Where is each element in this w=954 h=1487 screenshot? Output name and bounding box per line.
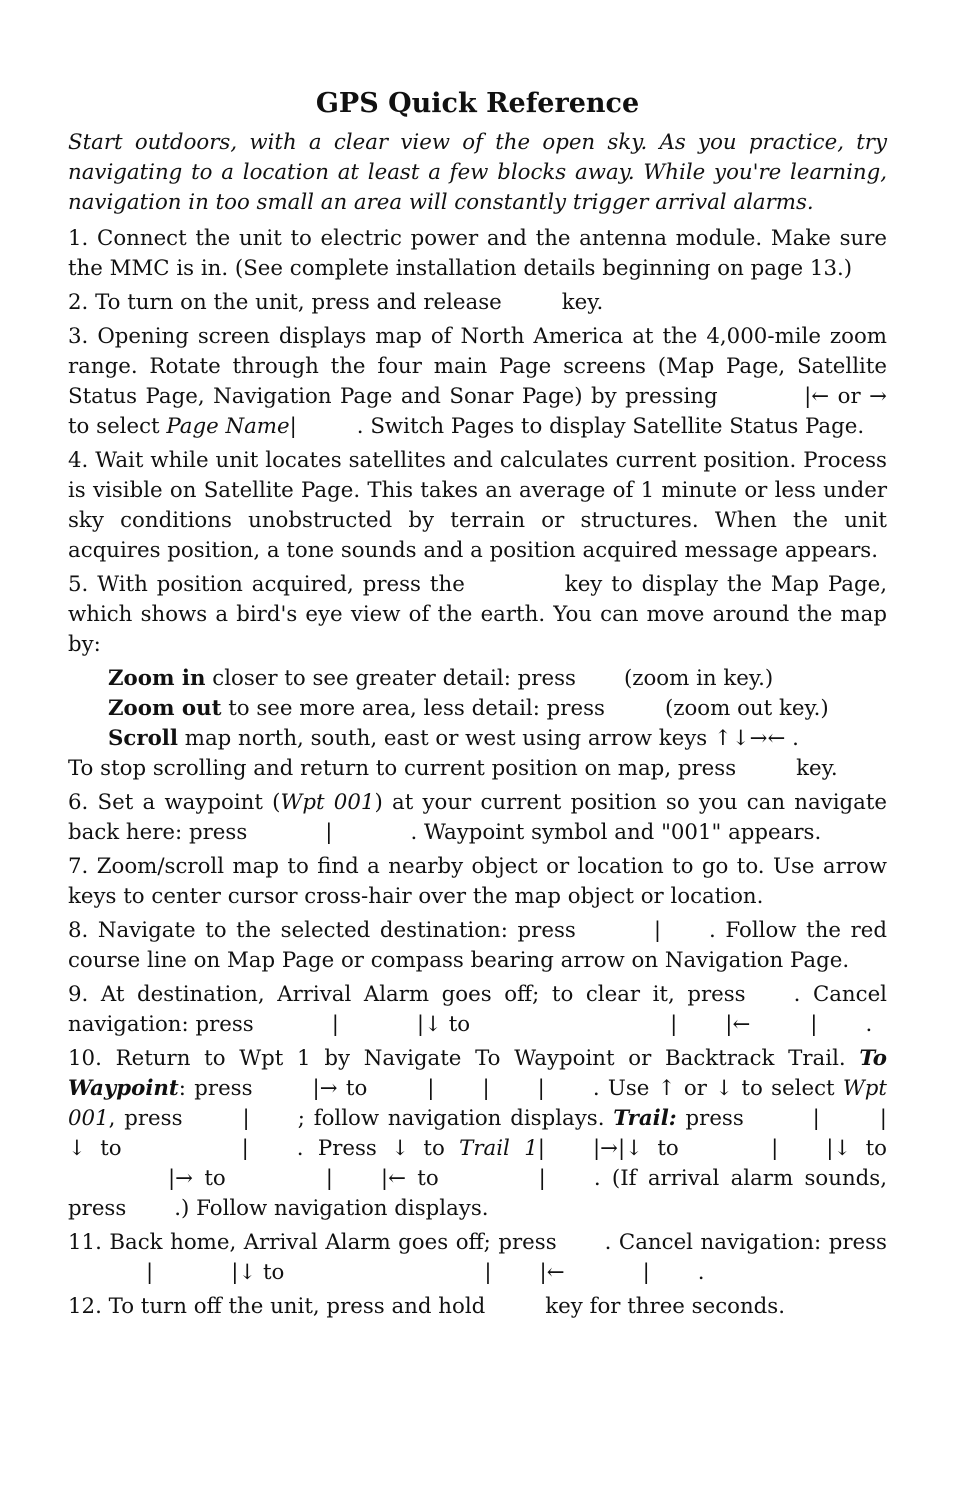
step-10-trail-1: Trail 1 — [459, 1136, 538, 1161]
step-5-end: key to display the Map Page, which shows a bird's eye view of the earth. You can move around the map by: — [68, 572, 887, 657]
step-3-page-name: Page Name — [166, 414, 290, 439]
step-5 — [68, 570, 887, 660]
zoom-in-line: Zoom in closer to see greater detail: press (zoom in key.) — [108, 666, 774, 691]
step-10-wpt: Wpt 001 — [68, 1076, 887, 1131]
step-9: 9. At destination, Arrival Alarm goes off; to clear it, press . Cancel navigation: press | |↓ to | |← | . — [68, 982, 887, 1037]
step-2-text: 2. To turn on the unit, press and release — [68, 290, 502, 315]
step-6: 6. Set a waypoint (Wpt 001) at your current position so you can navigate back here: press | . Waypoint symbol and "001" appears. — [68, 790, 888, 845]
step-3 — [68, 322, 887, 442]
step-10-to-waypoint: To Waypoint — [68, 1046, 887, 1101]
page-title: GPS Quick Reference — [315, 88, 640, 119]
step-3-sep: | — [289, 414, 297, 439]
stop-scroll-line: To stop scrolling and return to current position on map, press key. — [68, 756, 838, 781]
step-5-text: 5. With position acquired, press the — [68, 572, 465, 597]
step-4: 4. Wait while unit locates satellites and calculates current position. Process is visible on Satellite Page. This takes an average of 1 minute or less under sky conditions unobstructed by terrain or structures. When the unit acquires position, a tone sounds and a position acquired message appears. — [68, 448, 887, 563]
step-6-waypoint: Wpt 001 — [280, 790, 375, 815]
step-7: 7. Zoom/scroll map to find a nearby object or location to go to. Use arrow keys to center cursor cross-hair over the map object or location. — [68, 854, 887, 909]
step-12: 12. To turn off the unit, press and hold key for three seconds. — [68, 1294, 786, 1319]
zoom-in-label: Zoom in — [108, 666, 206, 691]
zoom-out-label: Zoom out — [108, 696, 222, 721]
scroll-line: Scroll map north, south, east or west using arrow keys ↑↓→← . — [108, 726, 799, 751]
step-3-end: . Switch Pages to display Satellite Status Page. — [356, 414, 865, 439]
step-2 — [68, 288, 887, 318]
step-10: 10. Return to Wpt 1 by Navigate To Waypoint or Backtrack Trail. To Waypoint: press |→ to | | | . Use ↑ or ↓ to select Wpt 001, press | ; follow navigation displays. Trail: press | |↓ to | . Press ↓ to Trail 1| |→|↓ to | |↓ to|→ to | |← to | . (If arrival alarm sounds, press .) Follow navigation displays. — [68, 1046, 888, 1221]
intro-paragraph: Start outdoors, with a clear view of the open sky. As you practice, try navigating to a location at least a few blocks away. While you're learning, navigation in too small an area will constantly trigger arrival alarms. — [68, 130, 887, 215]
step-3-arrows: |← or → to select — [68, 384, 887, 439]
step-11: 11. Back home, Arrival Alarm goes off; press . Cancel navigation: press | |↓ to | |← | . — [68, 1230, 887, 1285]
step-8: 8. Navigate to the selected destination: press | . Follow the red course line on Map Page or compass bearing arrow on Navigation Page. — [68, 918, 887, 973]
scroll-label: Scroll — [108, 726, 178, 751]
step-2-key: key. — [561, 290, 604, 315]
zoom-out-line: Zoom out to see more area, less detail: press (zoom out key.) — [108, 696, 829, 721]
step-1: 1. Connect the unit to electric power and the antenna module. Make sure the MMC is in. (See complete installation details beginning on page 13.) — [68, 226, 887, 281]
step-10-trail: Trail: — [613, 1106, 677, 1131]
reference-page — [68, 82, 887, 1326]
step-3-text: 3. Opening screen displays map of North America at the 4,000-mile zoom range. Rotate through the four main Page screens (Map Page, Satellite Status Page, Navigation Page and Sonar Page) by pressing — [68, 324, 887, 409]
